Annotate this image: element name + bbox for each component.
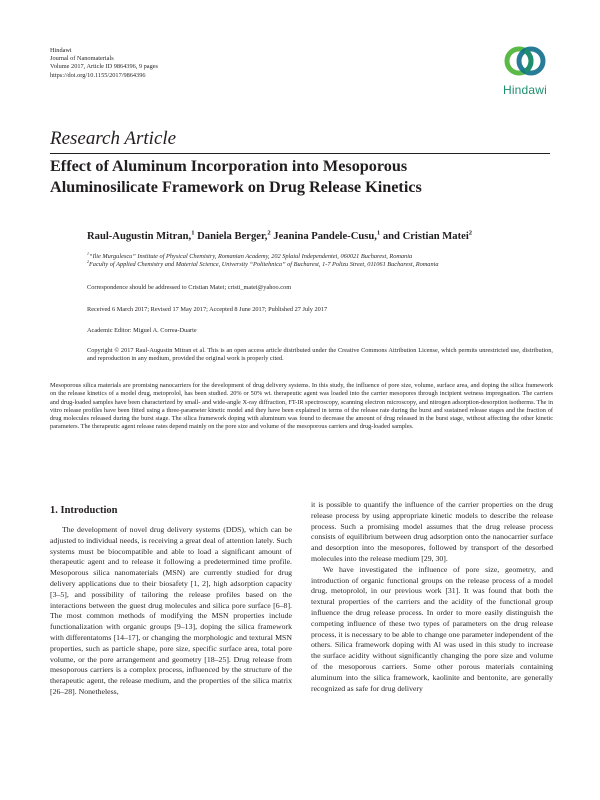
body-paragraph: The development of novel drug delivery systems (DDS), which can be adjusted to individual needs, is receiving a great deal of attention lately. Such systems must be biocompatible and able to load a significant amount of therapeutic agent and to release it following a predetermined time profile. Mesoporous silica nanomaterials (MSN) are currently studied for drug delivery applications due to their biosafety [1, 2], high adsorption capacity [3–5], and possibility of tailoring the release profiles based on the interactions between the guest drug molecules and silica pore surface [6–8]. The most common methods of modifying the MSN properties include functionalization with organic groups [9–13], doping the silica framework with differentatoms [14–17], or changing the morphologic and textural MSN properties, such as particle shape, pore size, specific surface area, total pore volume, or the pore arrangement and geometry [18–25]. Drug release from mesoporous carriers is a complex process, influenced by the structure of the therapeutic agent, the release medium, and the properties of the silica matrix [26–28]. Nonetheless, xyxy=(50,525,292,696)
author: Daniela Berger,$^2$ xyxy=(197,229,271,242)
affiliations xyxy=(87,253,553,269)
author: Jeanina Pandele-Cusu,$^1$ xyxy=(273,229,381,242)
journal-name: Journal of Nanomaterials xyxy=(50,55,114,63)
logo-text: Hindawi xyxy=(502,83,548,97)
body-column-right xyxy=(311,500,553,694)
author-list xyxy=(87,231,472,242)
body-paragraph: We have investigated the influence of pore size, geometry, and introduction of organic functional groups on the release process of a model drug, metoprolol, in our previous work [31]. It was found that both the textural properties of the carriers and the acidity of the functional group influence the drug release process. In order to more easily distinguish the competing influence of these two types of parameters on the drug release process, it is necessary to be able to change one parameter independent of the others. Silica framework doping with Al was used in this study to increase the surface acidity without significantly changing the pore size and volume of the mesoporous carriers. Some other porous materials containing aluminum into the silica framework, kaolinite and bentonite, are generally recognized as safe for drug delivery xyxy=(311,564,553,693)
abstract: Mesoporous silica materials are promising nanocarriers for the development of drug delivery systems. In this study, the influence of pore size, volume, surface area, and doping the silica framework on the release kinetics of a model drug, metoprolol, has been studied. 20% or 50% wt. therapeutic agent was loaded into the carrier mesopores through incipient wetness impregnation. The carriers and drug-loaded samples have been characterized by small- and wide-angle X-ray diffraction, FT-IR spectroscopy, scanning electron microscopy, and nitrogen adsorption-desorption isotherms. The in vitro release profiles have been fitted using a three-parameter kinetic model and they have been explained in terms of the release rate during the burst and sustained release stages and the fraction of drug molecules released during the burst stage. The silica framework doping with aluminum was found to decrease the amount of drug released in the burst stage, without affecting the other kinetic parameters. The therapeutic agent release rates depend mainly on the pore size and volume of the mesoporous carriers and drug-loaded samples. xyxy=(50,382,553,431)
author: and Cristian Matei$^2$ xyxy=(382,229,473,242)
volume-info: Volume 2017, Article ID 9864396, 9 pages xyxy=(50,63,158,71)
author: Raul-Augustin Mitran,$^1$ xyxy=(87,229,195,242)
correspondence: Correspondence should be addressed to Cristian Matei; cristi_matei@yahoo.com xyxy=(87,284,292,291)
affiliation: $^2$Faculty of Applied Chemistry and Material Science, University “Politehnica” of Bucharest, 1-7 Polizu Street, 011061 Bucharest, Romania xyxy=(87,260,439,269)
body-paragraph: it is possible to quantify the influence of the carrier properties on the drug release process by using appropriate kinetic models to describe the release process. Such a promising model assumes that the drug release process consists of equilibrium between drug adsorption onto the nanocarrier surface and desorption into the mesopores, followed by transport of the desorbed molecules into the release medium [29, 30]. xyxy=(311,500,553,563)
doi-link[interactable]: https://doi.org/10.1155/2017/9864396 xyxy=(50,71,146,79)
section-heading: 1. Introduction xyxy=(50,505,118,516)
body-column-left xyxy=(50,525,292,698)
publisher-name: Hindawi xyxy=(50,47,72,54)
academic-editor: Academic Editor: Miguel A. Correa-Duarte xyxy=(87,327,197,334)
publication-dates: Received 6 March 2017; Revised 17 May 2017; Accepted 8 June 2017; Published 27 July 2017 xyxy=(87,306,328,313)
hindawi-logo xyxy=(494,41,556,97)
journal-info xyxy=(50,47,158,80)
paper-title: Effect of Aluminum Incorporation into Mesoporous Aluminosilicate Framework on Drug Release Kinetics xyxy=(50,157,422,196)
copyright-notice: Copyright © 2017 Raul-Augustin Mitran et al. This is an open access article distributed under the Creative Commons Attribution License, which permits unrestricted use, distribution, and reproduction in any medium, provided the original work is properly cited. xyxy=(87,347,553,363)
hindawi-logo-icon xyxy=(502,41,548,81)
header-divider xyxy=(50,153,550,154)
affiliation: $^1$“Ilie Murgulescu” Institute of Physical Chemistry, Romanian Academy, 202 Splaiul Independentei, 060021 Bucharest, Romania xyxy=(87,251,413,260)
article-type: Research Article xyxy=(50,128,177,149)
